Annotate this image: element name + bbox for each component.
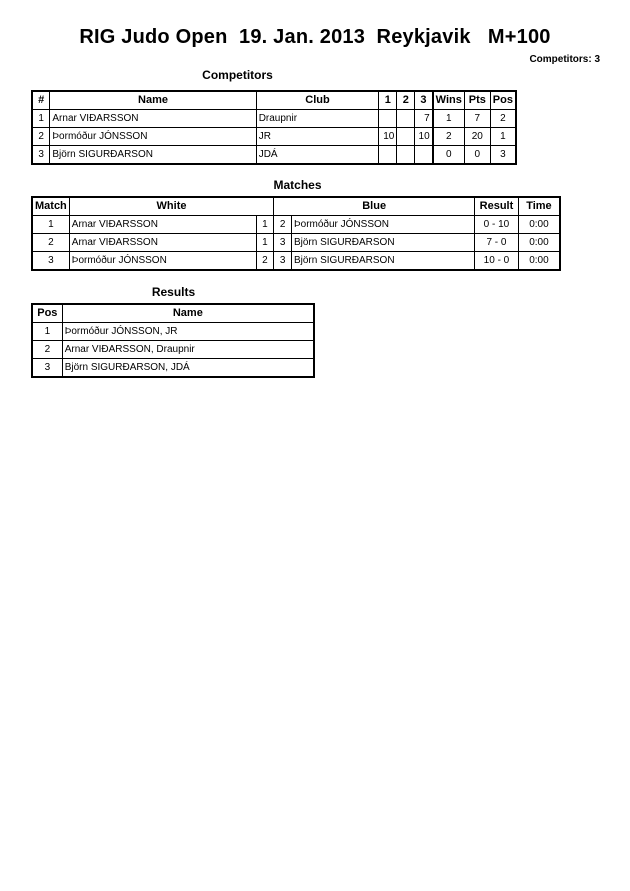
blue-number: 3 [274, 234, 292, 252]
match-result: 0 - 10 [475, 216, 519, 234]
table-row [32, 323, 314, 341]
match-time: 0:00 [518, 252, 560, 271]
col-header-pts: Pts [464, 91, 490, 110]
competitor-club: JDÁ [256, 146, 379, 165]
result-name: Þormóður JÓNSSON, JR [62, 323, 314, 341]
blue-name: Þormóður JÓNSSON [291, 216, 474, 234]
table-row [32, 128, 516, 146]
score-3: 7 [415, 110, 433, 128]
col-header-1: 1 [379, 91, 397, 110]
col-header-name: Name [62, 304, 314, 323]
score-1: 10 [379, 128, 397, 146]
match-result: 7 - 0 [475, 234, 519, 252]
match-time: 0:00 [518, 216, 560, 234]
score-1 [379, 146, 397, 165]
match-time: 0:00 [518, 234, 560, 252]
table-row [32, 146, 516, 165]
blue-number: 2 [274, 216, 292, 234]
competitor-wins: 1 [433, 110, 465, 128]
competitor-pos: 1 [490, 128, 516, 146]
col-header-3: 3 [415, 91, 433, 110]
match-number: 2 [32, 234, 69, 252]
match-result: 10 - 0 [475, 252, 519, 271]
col-header-wins: Wins [433, 91, 465, 110]
page-title: RIG Judo Open 19. Jan. 2013 Reykjavik M+100 [79, 26, 551, 48]
competitor-num: 1 [32, 110, 50, 128]
col-header-num: # [32, 91, 50, 110]
score-2 [397, 128, 415, 146]
results-table [31, 303, 315, 378]
col-header-club: Club [256, 91, 379, 110]
result-pos: 3 [32, 359, 62, 378]
col-header-white: White [69, 197, 273, 216]
col-header-time: Time [518, 197, 560, 216]
result-name: Arnar VIÐARSSON, Draupnir [62, 341, 314, 359]
col-header-name: Name [50, 91, 256, 110]
competitor-club: Draupnir [256, 110, 379, 128]
competitor-name: Arnar VIÐARSSON [50, 110, 256, 128]
results-section-title: Results [151, 285, 196, 299]
competitor-pts: 7 [464, 110, 490, 128]
table-row [32, 341, 314, 359]
white-name: Arnar VIÐARSSON [69, 234, 256, 252]
score-3: 10 [415, 128, 433, 146]
competitors-table [31, 90, 517, 165]
competitor-pts: 0 [464, 146, 490, 165]
result-pos: 2 [32, 341, 62, 359]
col-header-2: 2 [397, 91, 415, 110]
competitor-num: 3 [32, 146, 50, 165]
matches-header-row [32, 197, 560, 216]
competitor-pos: 2 [490, 110, 516, 128]
competitor-pos: 3 [490, 146, 516, 165]
white-number: 1 [256, 234, 274, 252]
col-header-pos: Pos [490, 91, 516, 110]
white-name: Þormóður JÓNSSON [69, 252, 256, 271]
score-2 [397, 146, 415, 165]
score-3 [415, 146, 433, 165]
match-number: 1 [32, 216, 69, 234]
competitors-section-title: Competitors [202, 68, 273, 82]
blue-name: Björn SIGURÐARSON [291, 252, 474, 271]
col-header-blue: Blue [274, 197, 475, 216]
blue-name: Björn SIGURÐARSON [291, 234, 474, 252]
competitor-wins: 2 [433, 128, 465, 146]
competitor-num: 2 [32, 128, 50, 146]
results-header-row [32, 304, 314, 323]
col-header-result: Result [475, 197, 519, 216]
table-row [32, 252, 560, 271]
col-header-match: Match [32, 197, 69, 216]
table-row [32, 359, 314, 378]
blue-number: 3 [274, 252, 292, 271]
table-row [32, 234, 560, 252]
competitor-name: Björn SIGURÐARSON [50, 146, 256, 165]
competitor-pts: 20 [464, 128, 490, 146]
competitor-name: Þormóður JÓNSSON [50, 128, 256, 146]
competitor-club: JR [256, 128, 379, 146]
col-header-pos: Pos [32, 304, 62, 323]
table-row [32, 216, 560, 234]
competitors-count: Competitors: 3 [529, 54, 600, 65]
matches-section-title: Matches [273, 178, 322, 192]
white-name: Arnar VIÐARSSON [69, 216, 256, 234]
result-pos: 1 [32, 323, 62, 341]
table-row [32, 110, 516, 128]
white-number: 2 [256, 252, 274, 271]
competitor-wins: 0 [433, 146, 465, 165]
score-1 [379, 110, 397, 128]
match-number: 3 [32, 252, 69, 271]
score-2 [397, 110, 415, 128]
matches-table [31, 196, 561, 271]
white-number: 1 [256, 216, 274, 234]
result-name: Björn SIGURÐARSON, JDÁ [62, 359, 314, 378]
competitors-header-row [32, 91, 516, 110]
